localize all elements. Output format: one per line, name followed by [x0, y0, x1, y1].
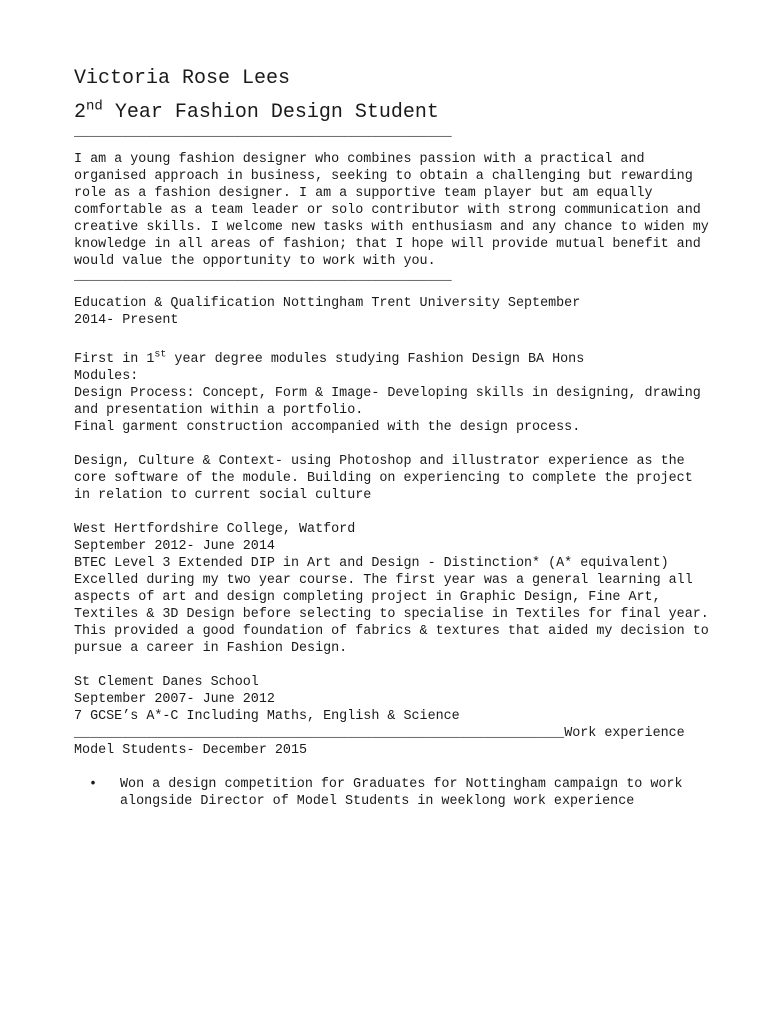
school-dates: September 2007- June 2012 — [74, 692, 275, 707]
work-section — [74, 725, 714, 810]
title-ordinal: 2 — [74, 101, 87, 124]
first-year-prefix: First in 1 — [74, 352, 155, 367]
first-year-suffix: st — [154, 349, 167, 361]
first-year-result — [74, 351, 714, 368]
education-heading-line2: 2014- Present — [74, 313, 179, 328]
candidate-name: Victoria Rose Lees — [74, 67, 291, 90]
profile-statement: I am a young fashion designer who combines passion with a practical and organised approach in business, seeking to obtain a challenging but rewarding role as a fashion designer. I am a supportive team player but am equally comfortable as a team leader or solo contributor with strong communication and creative skills. I welcome new tasks with enthusiasm and any chance to widen my knowledge in all areas of fashion; that I hope will provide mutual benefit and would value the opportunity to work with you. — [74, 152, 709, 269]
college-name: West Hertfordshire College, Watford — [74, 522, 356, 537]
list-item — [74, 776, 714, 810]
work-heading-text: Work experience — [564, 726, 685, 741]
work-heading — [74, 725, 714, 742]
job-title: Model Students- December 2015 — [74, 743, 308, 758]
work-bullets — [74, 776, 714, 810]
modules-label: Modules: — [74, 369, 139, 384]
title-ordinal-suffix: nd — [86, 98, 103, 115]
bullet-text: Won a design competition for Graduates for Nottingham campaign to work alongside Director of Model Students in weeklong work experience — [120, 777, 683, 809]
education-heading-line1: Education & Qualification Nottingham Trent University September — [74, 296, 581, 311]
college-dates: September 2012- June 2014 — [74, 539, 275, 554]
title-rest: Year Fashion Design Student — [102, 101, 439, 124]
school-qualification: 7 GCSE’s A*-C Including Maths, English & Science — [74, 709, 460, 724]
work-rule: _____________________________________________________________ — [74, 726, 565, 741]
college-qualification: BTEC Level 3 Extended DIP in Art and Design - Distinction* (A* equivalent) — [74, 556, 669, 571]
module-final-garment: Final garment construction accompanied with the design process. — [74, 420, 581, 435]
school-name: St Clement Danes School — [74, 675, 259, 690]
divider-1: _______________________________________________ — [74, 125, 452, 140]
module-design-process: Design Process: Concept, Form & Image- Developing skills in designing, drawing and presentation within a portfolio. — [74, 386, 701, 418]
college-description: Excelled during my two year course. The first year was a general learning all aspects of art and design completing project in Graphic Design, Fine Art, Textiles & 3D Design before selecting to specialise in Textiles for final year. This provided a good foundation of fabrics & textures that aided my decision to pursue a career in Fashion Design. — [74, 573, 709, 656]
module-design-culture: Design, Culture & Context- using Photoshop and illustrator experience as the core software of the module. Building on experiencing to complete the project in relation to current social culture — [74, 454, 693, 503]
cv-document — [74, 62, 714, 810]
divider-2: _______________________________________________ — [74, 269, 452, 284]
education-section — [74, 295, 714, 725]
first-year-rest: year degree modules studying Fashion Design BA Hons — [166, 352, 585, 367]
bullet-icon: • — [89, 777, 98, 792]
